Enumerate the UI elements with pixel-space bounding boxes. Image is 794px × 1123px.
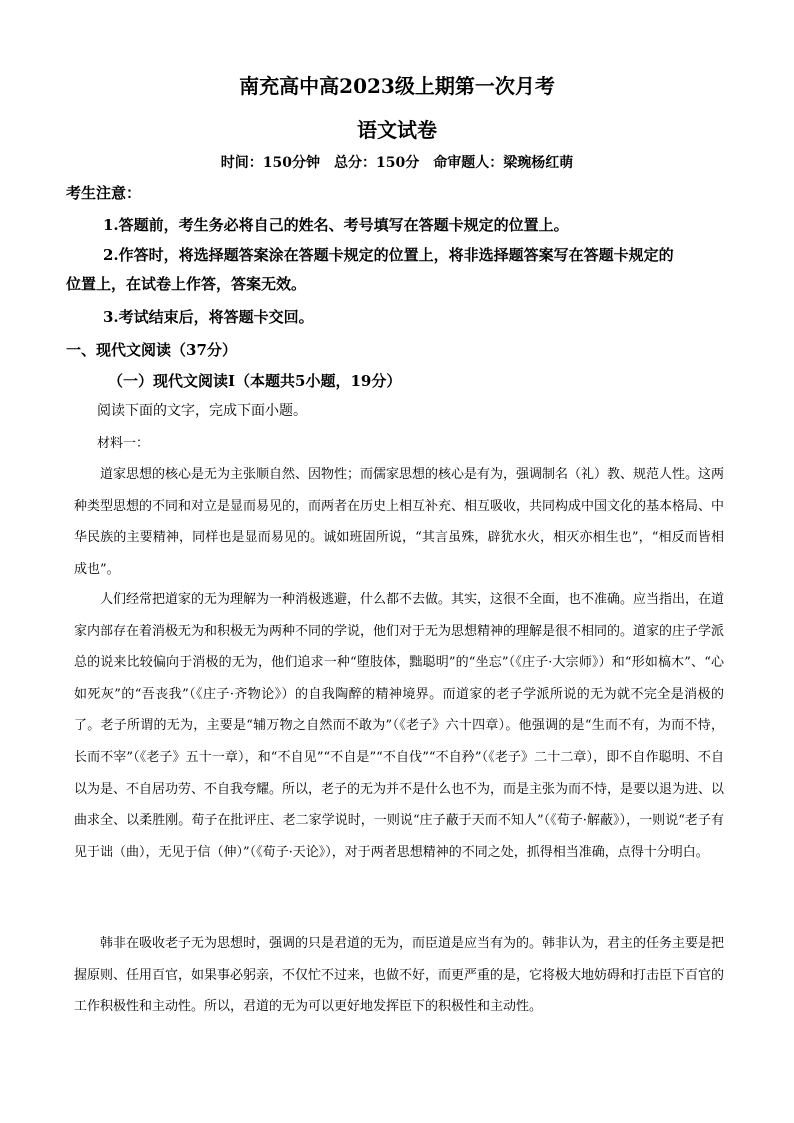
notice-item-3: 3.考试结束后，将答题卡交回。 <box>103 308 314 326</box>
subsection-heading: （一）现代文阅读Ⅰ（本题共5小题，19分） <box>108 372 402 390</box>
paragraph-2: 人们经常把道家的无为理解为一种消极逃避，什么都不去做。其实，这很不全面，也不准确。应当指出，在道家内部存在着消极无为和积极无为两种不同的学说，他们对于无为思想精神的理解是很不相同的。道家的庄子学派总的说来比较偏向于消极的无为，他们追求一种“堕肢体，黜聪明”的“坐忘”（《庄子·大宗师》）和“形如槁木”、“心如死灰”的“吾丧我”（《庄子·齐物论》）的自我陶醉的精神境界。而道家的老子学派所说的无为就不完全是消极的了。老子所谓的无为，主要是“辅万物之自然而不敢为”（《老子》六十四章）。他强调的是“生而不有，为而不恃，长而不宰”（《老子》五十一章），和“不自见”“不自是”“不自伐”“不自矜”（《老子》二十二章），即不自作聪明、不自以为是、不自居功劳、不自我夸耀。所以，老子的无为并不是什么也不为，而是主张为而不恃，是要以退为进、以曲求全、以柔胜刚。荀子在批评庄、老二家学说时，一则说“庄子蔽于天而不知人”（《荀子·解蔽》），一则说“老子有见于诎（曲），无见于信（伸）”（《荀子·天论》），对于两者思想精神的不同之处，抓得相当准确，点得十分明白。 <box>74 592 725 860</box>
exam-meta: 时间：150分钟 总分：150分 命审题人：梁琬杨红萌 <box>220 155 574 171</box>
notice-item-1: 1.答题前，考生务必将自己的姓名、考号填写在答题卡规定的位置上。 <box>103 216 569 234</box>
notice-heading: 考生注意： <box>66 184 142 202</box>
paragraph-3: 韩非在吸收老子无为思想时，强调的只是君道的无为，而臣道是应当有为的。韩非认为，君主的任务主要是把握原则、任用百官，如果事必躬亲，不仅忙不过来，也做不好，而更严重的是，它将极大地妨碍和打击臣下百官的工作积极性和主动性。所以，君道的无为可以更好地发挥臣下的积极性和主动性。 <box>74 936 725 1015</box>
notice-item-2: 2.作答时，将选择题答案涂在答题卡规定的位置上，将非选择题答案写在答题卡规定的 <box>103 246 674 264</box>
exam-title: 南充高中高2023级上期第一次月考 <box>239 74 555 98</box>
section-heading: 一、现代文阅读（37分） <box>66 341 237 359</box>
exam-subtitle: 语文试卷 <box>357 118 437 142</box>
instruction-text: 阅读下面的文字，完成下面小题。 <box>97 403 307 419</box>
notice-item-2-cont: 位置上，在试卷上作答，答案无效。 <box>66 275 307 293</box>
paragraph-1: 道家思想的核心是无为主张顺自然、因物性；而儒家思想的核心是有为，强调制名（礼）教、规范人性。这两种类型思想的不同和对立是显而易见的，而两者在历史上相互补充、相互吸收，共同构成中国文化的基本格局、中华民族的主要精神，同样也是显而易见的。诚如班固所说，“其言虽殊，辟犹水火，相灭亦相生也”，“相反而皆相成也”。 <box>74 467 725 577</box>
material-label: 材料一： <box>97 436 150 451</box>
